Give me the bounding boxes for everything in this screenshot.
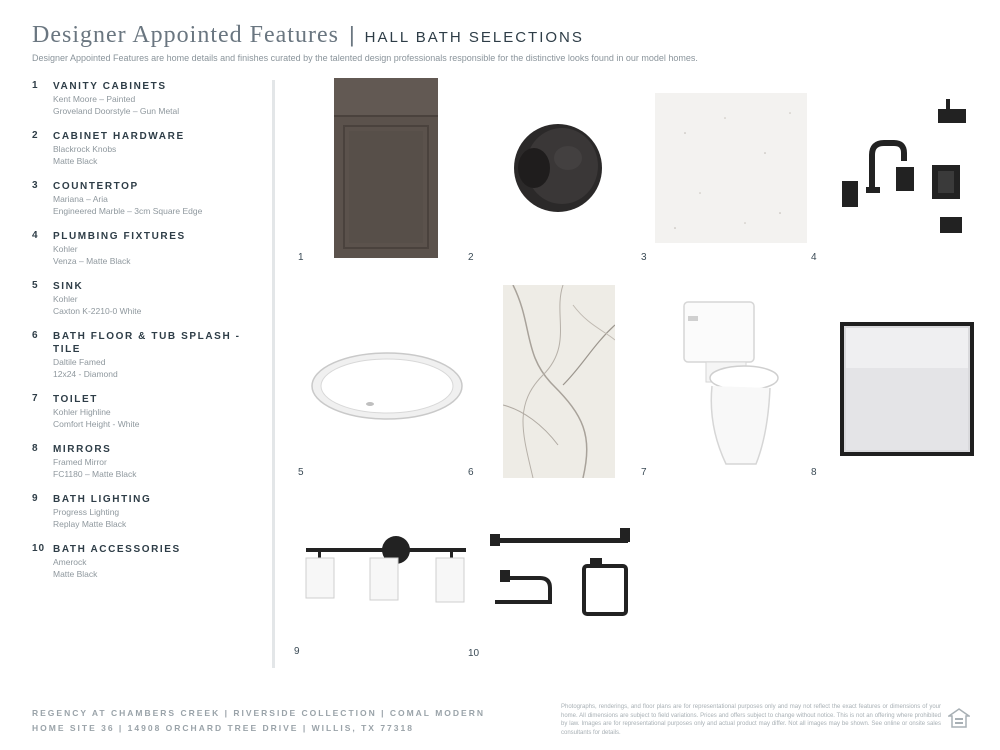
item-number: 2 bbox=[32, 130, 39, 141]
footer-community: REGENCY AT CHAMBERS CREEK | RIVERSIDE COLLECTION | COMAL MODERN bbox=[32, 708, 485, 718]
page-subtitle: HALL BATH SELECTIONS bbox=[364, 29, 584, 46]
list-item bbox=[32, 543, 267, 580]
sink-icon bbox=[310, 352, 465, 427]
countertop-swatch-icon bbox=[655, 93, 807, 248]
item-detail: Comfort Height - White bbox=[53, 419, 140, 429]
item-name: CABINET HARDWARE bbox=[53, 131, 185, 142]
list-item bbox=[32, 393, 267, 430]
item-name: PLUMBING FIXTURES bbox=[53, 231, 186, 242]
item-name: SINK bbox=[53, 281, 84, 292]
title-separator: | bbox=[348, 22, 355, 47]
list-item bbox=[32, 280, 267, 317]
list-item bbox=[32, 330, 267, 380]
item-number: 5 bbox=[32, 280, 39, 291]
item-name: COUNTERTOP bbox=[53, 181, 139, 192]
gallery-number: 5 bbox=[298, 467, 304, 478]
footer-address bbox=[32, 706, 485, 736]
item-name: BATH ACCESSORIES bbox=[53, 544, 181, 555]
item-detail: Amerock bbox=[53, 557, 87, 567]
cabinet-door-icon bbox=[334, 78, 438, 263]
item-detail: Caxton K-2210-0 White bbox=[53, 306, 142, 316]
gallery-number: 7 bbox=[641, 467, 647, 478]
item-detail: 12x24 - Diamond bbox=[53, 369, 118, 379]
page-header bbox=[32, 22, 972, 63]
item-detail: Framed Mirror bbox=[53, 457, 107, 467]
item-detail: Kohler Highline bbox=[53, 407, 111, 417]
item-detail: Progress Lighting bbox=[53, 507, 120, 517]
gallery-number: 6 bbox=[468, 467, 474, 478]
item-detail: Blackrock Knobs bbox=[53, 144, 117, 154]
item-number: 4 bbox=[32, 230, 39, 241]
item-detail: FC1180 – Matte Black bbox=[53, 469, 137, 479]
item-name: TOILET bbox=[53, 394, 98, 405]
mirror-icon bbox=[840, 322, 974, 461]
item-number: 3 bbox=[32, 180, 39, 191]
item-detail: Engineered Marble – 3cm Square Edge bbox=[53, 206, 203, 216]
item-number: 6 bbox=[32, 330, 39, 341]
item-number: 10 bbox=[32, 543, 46, 554]
knob-icon bbox=[510, 120, 610, 225]
faucet-set-icon bbox=[838, 95, 978, 245]
gallery-number: 4 bbox=[811, 252, 817, 263]
item-name: BATH FLOOR & TUB SPLASH - TILE bbox=[53, 331, 241, 355]
selections-list bbox=[32, 80, 267, 593]
item-detail: Matte Black bbox=[53, 156, 98, 166]
footer-homesite: HOME SITE 36 | 14908 ORCHARD TREE DRIVE | WILLIS, TX 77318 bbox=[32, 723, 414, 733]
item-detail: Daltile Famed bbox=[53, 357, 106, 367]
gallery-number: 10 bbox=[468, 648, 480, 659]
item-detail: Kohler bbox=[53, 244, 78, 254]
gallery-number: 9 bbox=[294, 646, 300, 657]
list-item bbox=[32, 130, 267, 167]
intro-text: Designer Appointed Features are home details and finishes curated by the talented design professionals responsible for the distinctive looks found in our model homes. bbox=[32, 53, 698, 63]
list-item bbox=[32, 80, 267, 117]
vanity-light-icon bbox=[304, 536, 469, 611]
list-item bbox=[32, 230, 267, 267]
item-name: VANITY CABINETS bbox=[53, 81, 167, 92]
item-detail: Groveland Doorstyle – Gun Metal bbox=[53, 106, 180, 116]
vertical-divider bbox=[272, 80, 275, 668]
list-item bbox=[32, 493, 267, 530]
gallery-number: 2 bbox=[468, 252, 474, 263]
item-number: 1 bbox=[32, 80, 39, 91]
equal-housing-icon bbox=[948, 708, 970, 733]
disclaimer-text: Photographs, renderings, and floor plans are for representational purposes only and may not reflect the exact features or dimensions of your home. All dimensions are subject to field variations. Prices and offers subject to change without notice. This is not an offering where prohibited by law. Images are for representational purposes only and actual product may differ. Not all images may be shown. See online or onsite sales consultants for details. bbox=[561, 704, 941, 736]
gallery-number: 8 bbox=[811, 467, 817, 478]
gallery-number: 1 bbox=[298, 252, 304, 263]
item-detail: Kohler bbox=[53, 294, 78, 304]
item-detail: Kent Moore – Painted bbox=[53, 94, 136, 104]
item-number: 8 bbox=[32, 443, 39, 454]
gallery-number: 3 bbox=[641, 252, 647, 263]
item-detail: Venza – Matte Black bbox=[53, 256, 131, 266]
item-number: 7 bbox=[32, 393, 39, 404]
item-detail: Mariana – Aria bbox=[53, 194, 108, 204]
item-name: MIRRORS bbox=[53, 444, 112, 455]
item-detail: Replay Matte Black bbox=[53, 519, 127, 529]
page-title: Designer Appointed Features bbox=[32, 22, 339, 48]
marble-tile-icon bbox=[503, 285, 615, 483]
list-item bbox=[32, 443, 267, 480]
bath-accessories-icon bbox=[490, 520, 635, 625]
item-detail: Matte Black bbox=[53, 569, 98, 579]
item-name: BATH LIGHTING bbox=[53, 494, 152, 505]
item-number: 9 bbox=[32, 493, 39, 504]
toilet-icon bbox=[682, 300, 782, 475]
list-item bbox=[32, 180, 267, 217]
